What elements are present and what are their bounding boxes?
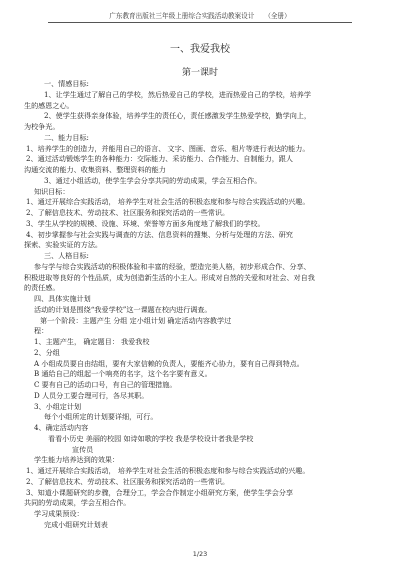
text-line: 四、具体实施计划 [34,294,91,303]
text-line: 宣传员 [72,444,94,454]
text-line: 学习成果预设： [34,509,84,518]
lesson-title: 一、我爱我校 [170,44,230,55]
text-line: 2、通过活动锻炼学生的各种能力：交际能力、采访能力、合作能力、自制能力，跟人 [26,154,293,164]
text-line: 3、小组定计划 [34,401,82,411]
text-line: 1、让学生通过了解自己的学校，然后热爱自己的学校，进而热爱自己的学校，培养学 [44,89,311,99]
text-line: 知识目标： [34,186,70,196]
text-line: A 小组成员要自由结组，要有大家信赖的负责人，要能齐心协力，要有自己得到特点。 [34,358,304,368]
text-line: 1、培养学生的创造力，并能用自己的语言、 文字、图画、音乐、相片等进行表达的能力。 [26,143,310,153]
text-line: 3、学生从学校的规模、设施、环境、荣誉等方面多角度地了解我们的学校。 [26,218,265,228]
text-line: 参与学与综合实践活动的积极体验和丰富的经验，塑造完美人格，初步形成合作、分享、 [34,261,311,271]
page-number: 1/23 [192,550,208,558]
lesson-subtitle: 第一课时 [181,68,218,78]
text-line: 1、主题产生， 确定题目： 我爱我校 [34,337,150,346]
text-line: 二、能力目标: [44,132,89,142]
text-line: 三、人格目标: [44,251,89,260]
text-line: 2、使学生获得亲身体验，培养学生的责任心，责任感激发学生热爱学校，勤学向上， [44,111,311,121]
page-header [48,10,352,23]
header-text: 广东教育出版社三年级上册综合实践活动教案设计 [109,12,255,20]
text-line: 共同的劳动成果，学会互相合作。 [24,498,131,508]
text-line: 程： [34,326,49,336]
text-line: D 人员分工要合理可行，各尽其职。 [34,390,149,400]
text-line: 一、情感目标: [44,79,89,88]
text-line: 积极进取等良好的个性品质，成为创造新生活的小主人。形成对自然的关爱和对社会、对自我 [24,272,315,282]
header-edition: （全册） [264,12,291,20]
text-line: 3、通过小组活动，使学生学会分享共同的劳动成果，学会互相合作。 [44,175,262,185]
text-line: 第一个阶段：主题产生 分组 定小组计划 确定活动内容教学过 [40,315,232,325]
text-line: 3、知道小课题研究的步骤，合理分工，学会合作制定小组研究方案，使学生学会分享 [26,487,293,497]
text-line: 2、了解信息技术、劳动技术、社区服务和探究活动的一些常识。 [26,476,230,486]
text-line: 的责任感。 [24,283,60,293]
text-line: 活动的计划是围绕“我爱学校”这一课题在校内进行调查。 [34,304,212,314]
text-line: C 要有自己的活动口号，有自己的管理措施。 [34,380,177,389]
text-line: 学生能力培养达到的效果： [34,455,120,465]
text-line: 2、分组 [34,347,60,357]
text-line: 1、通过开展综合实践活动， 培养学生对社会生活的积极态度和参与综合实践活动的兴趣。 [26,466,310,475]
text-line: 2、了解信息技术、劳动技术、社区服务和探究活动的一些常识。 [26,208,230,217]
text-line: 1、通过开展综合实践活动， 培养学生对社会生活的积极态度和参与综合实践活动的兴趣。 [26,197,310,207]
text-line: 4、初步掌握参与社会实践与调查的方法、信息资料的搜集、分析与处理的方法、研究 [26,229,293,239]
document-body [20,79,390,531]
text-line: 沟通交流的能力、收集资料、整理资料的能力 [24,165,166,174]
text-line: B 通给自己的组起一个响亮的名字，这个名字要有意义。 [34,369,212,379]
text-line: 生的感恩之心。 [24,100,74,110]
text-line: 4、确定活动内容 [34,423,89,432]
text-line: 探索、实验实证的方法。 [24,240,103,250]
text-line: 完成小组研究计划表 [44,519,108,529]
text-line: 每个小组所定的计划要详细，可行。 [44,412,158,422]
text-line: 为校争光。 [24,122,60,131]
text-line: 看看小历史 美丽的校园 如诗如歌的学校 我是学校设计者我是学校 [48,433,254,443]
